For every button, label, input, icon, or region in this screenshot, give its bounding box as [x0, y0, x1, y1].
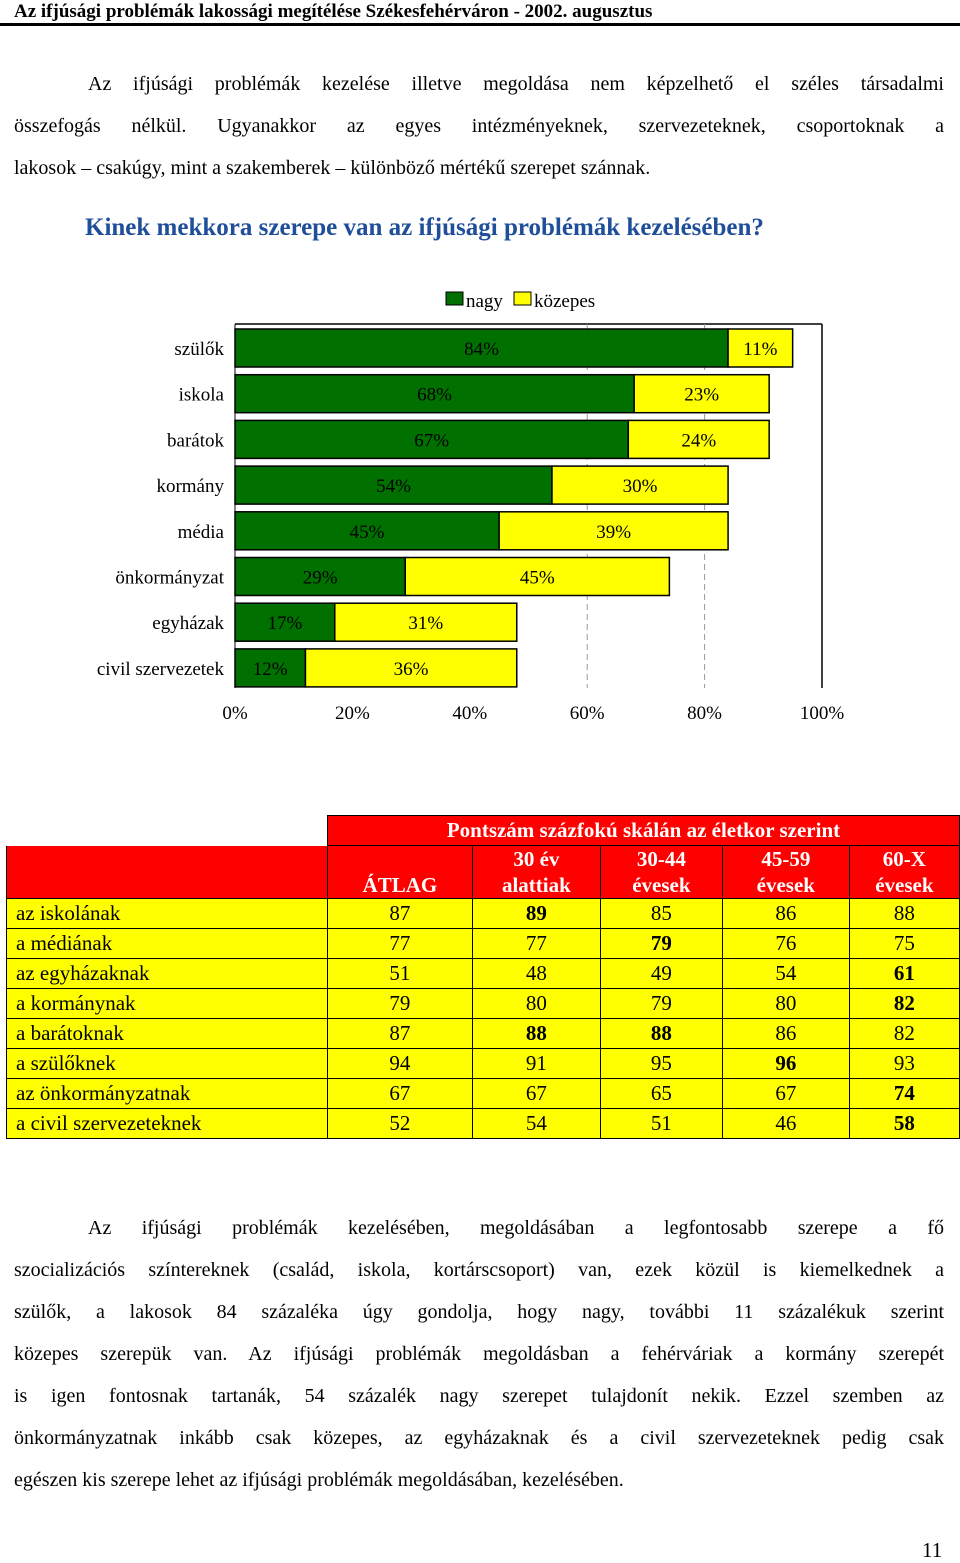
table-cell: 96: [722, 1049, 849, 1079]
stacked-bar-chart: [0, 270, 960, 730]
x-tick-label: 60%: [569, 703, 605, 724]
conclusion-line: szülők, a lakosok 84 százaléka úgy gondolja, hogy nagy, további 11 százalékuk szerint: [14, 1301, 944, 1323]
column-header-line1: 45-59: [761, 847, 811, 871]
table-cell: 77: [472, 929, 600, 959]
table-row: [7, 959, 960, 989]
table-cell: 52: [327, 1109, 472, 1139]
data-label: 23%: [684, 384, 720, 406]
table-cell: 54: [472, 1109, 600, 1139]
intro-paragraph: [14, 63, 944, 189]
x-tick-label: 40%: [452, 703, 488, 724]
legend-swatch: [446, 292, 463, 305]
table-row: [7, 1019, 960, 1049]
data-label: 24%: [681, 430, 717, 452]
column-header-line2: évesek: [875, 873, 934, 897]
conclusion-line: közepes szerepük van. Az ifjúsági problémák megoldásban a fehérváriak a kormány szerepét: [14, 1343, 944, 1365]
table-cell: 46: [722, 1109, 849, 1139]
category-label: civil szervezetek: [96, 658, 224, 680]
data-label: 45%: [349, 521, 385, 543]
table-cell: 67: [472, 1079, 600, 1109]
intro-line: lakosok – csakúgy, mint a szakemberek – különböző mértékű szerepet szánnak.: [14, 157, 651, 179]
table-cell: 88: [472, 1019, 600, 1049]
data-label: 36%: [393, 658, 429, 680]
header-rule: [0, 23, 960, 26]
table-group-header: Pontszám százfokú skálán az életkor szerint: [327, 816, 959, 846]
row-label: a szülőknek: [7, 1049, 328, 1079]
header-title: Az ifjúsági problémák lakossági megítélése Székesfehérváron - 2002. augusztus: [14, 1, 653, 22]
row-label: a barátoknak: [7, 1019, 328, 1049]
table-cell: 82: [849, 1019, 959, 1049]
table-cell: 67: [722, 1079, 849, 1109]
table-cell: 79: [600, 929, 722, 959]
table-cell: 51: [600, 1109, 722, 1139]
table-cell: 74: [849, 1079, 959, 1109]
category-label: egyházak: [152, 613, 224, 635]
column-header-60x: [849, 846, 959, 899]
category-label: szülők: [174, 339, 224, 360]
conclusion-paragraph: [14, 1207, 944, 1501]
table-cell: 58: [849, 1109, 959, 1139]
column-header-line1: 30 év: [513, 847, 560, 871]
data-label: 45%: [519, 567, 555, 589]
column-header-line1: 60-X: [882, 847, 926, 871]
conclusion-line: Az ifjúsági problémák kezelésében, megoldásában a legfontosabb szerepe a fő: [88, 1217, 944, 1239]
row-label: az iskolának: [7, 899, 328, 929]
table-cell: 95: [600, 1049, 722, 1079]
column-header-45-59: [722, 846, 849, 899]
table-cell: 51: [327, 959, 472, 989]
column-header-line1: 30-44: [636, 847, 686, 871]
data-label: 39%: [596, 521, 632, 543]
x-tick-label: 80%: [687, 703, 723, 724]
data-label: 17%: [267, 613, 303, 635]
data-label: 54%: [376, 476, 411, 498]
table-cell: 61: [849, 959, 959, 989]
conclusion-line: is igen fontosnak tartanák, 54 százalék nagy szerepet tulajdonít nekik. Ezzel szemben az: [14, 1385, 944, 1407]
table-cell: 65: [600, 1079, 722, 1109]
table-row: [7, 1109, 960, 1139]
data-label: 12%: [252, 658, 288, 680]
data-label: 84%: [464, 339, 499, 360]
table-cell: 88: [849, 899, 959, 929]
column-header-line2: évesek: [632, 873, 691, 897]
conclusion-line: önkormányzatnak inkább csak közepes, az egyházaknak és a civil szervezeteknek pedig csak: [14, 1427, 944, 1449]
table-cell: 87: [327, 899, 472, 929]
intro-line: összefogás nélkül. Ugyanakkor az egyes intézményeknek, szervezeteknek, csoportoknak a: [14, 115, 944, 137]
category-label: média: [177, 521, 224, 543]
table-group-header-row: [7, 816, 960, 846]
table-cell: 77: [327, 929, 472, 959]
column-header-under30: [472, 846, 600, 899]
table-cell: 54: [722, 959, 849, 989]
column-header-line2: évesek: [756, 873, 815, 897]
table-cell: 86: [722, 1019, 849, 1049]
conclusion-line: egészen kis szerepe lehet az ifjúsági problémák megoldásában, kezelésében.: [14, 1469, 624, 1491]
x-tick-label: 20%: [334, 703, 370, 724]
data-label: 11%: [743, 339, 778, 360]
table-cell: 48: [472, 959, 600, 989]
column-header-line2: alattiak: [501, 873, 571, 897]
table-cell: 88: [600, 1019, 722, 1049]
table-row: [7, 1049, 960, 1079]
column-header-30-44: [600, 846, 722, 899]
table-cell: 87: [327, 1019, 472, 1049]
data-label: 29%: [302, 567, 338, 589]
scores-table: [6, 815, 960, 1139]
x-tick-label: 100%: [799, 703, 845, 724]
table-cell: 79: [327, 989, 472, 1019]
data-label: 31%: [408, 613, 444, 635]
table-cell: 67: [327, 1079, 472, 1109]
legend-swatch: [514, 292, 531, 305]
chart-title: Kinek mekkora szerepe van az ifjúsági problémák kezelésében?: [85, 214, 764, 241]
table-column-header-row: [7, 846, 960, 899]
category-label: barátok: [167, 430, 224, 452]
table-row: [7, 929, 960, 959]
row-label: a médiának: [7, 929, 328, 959]
page-header: [0, 0, 960, 27]
category-label: önkormányzat: [115, 567, 224, 589]
page-number: 11: [922, 1538, 943, 1562]
table-cell: 75: [849, 929, 959, 959]
legend-label: nagy: [466, 291, 503, 312]
table-cell: 80: [722, 989, 849, 1019]
data-label: 68%: [417, 384, 452, 406]
column-header-line2: ÁTLAG: [362, 873, 438, 897]
legend-label: közepes: [534, 291, 596, 312]
table-corner: [7, 816, 328, 846]
column-header-atlag: [327, 846, 472, 899]
row-label: az egyházaknak: [7, 959, 328, 989]
table-cell: 85: [600, 899, 722, 929]
row-label: a kormánynak: [7, 989, 328, 1019]
table-row: [7, 989, 960, 1019]
table-cell: 89: [472, 899, 600, 929]
table-row: [7, 899, 960, 929]
conclusion-line: szocializációs színtereknek (család, iskola, kortárscsoport) van, ezek közül is kiemelkednek a: [14, 1259, 944, 1281]
category-label: kormány: [156, 476, 224, 498]
table-cell: 94: [327, 1049, 472, 1079]
table-cell: 49: [600, 959, 722, 989]
data-label: 67%: [414, 430, 450, 452]
table-cell: 91: [472, 1049, 600, 1079]
table-row: [7, 1079, 960, 1109]
table-cell: 80: [472, 989, 600, 1019]
table-cell: 93: [849, 1049, 959, 1079]
table-cell: 76: [722, 929, 849, 959]
table-cell: 79: [600, 989, 722, 1019]
table-cell: 82: [849, 989, 959, 1019]
table-body: [7, 899, 960, 1139]
table-cell: 86: [722, 899, 849, 929]
data-label: 30%: [622, 476, 658, 498]
intro-line: Az ifjúsági problémák kezelése illetve megoldása nem képzelhető el széles társadalmi: [88, 73, 944, 95]
row-label: az önkormányzatnak: [7, 1079, 328, 1109]
x-tick-label: 0%: [222, 703, 248, 724]
category-label: iskola: [178, 384, 224, 406]
row-label: a civil szervezeteknek: [7, 1109, 328, 1139]
table-corner-red: [7, 846, 328, 899]
